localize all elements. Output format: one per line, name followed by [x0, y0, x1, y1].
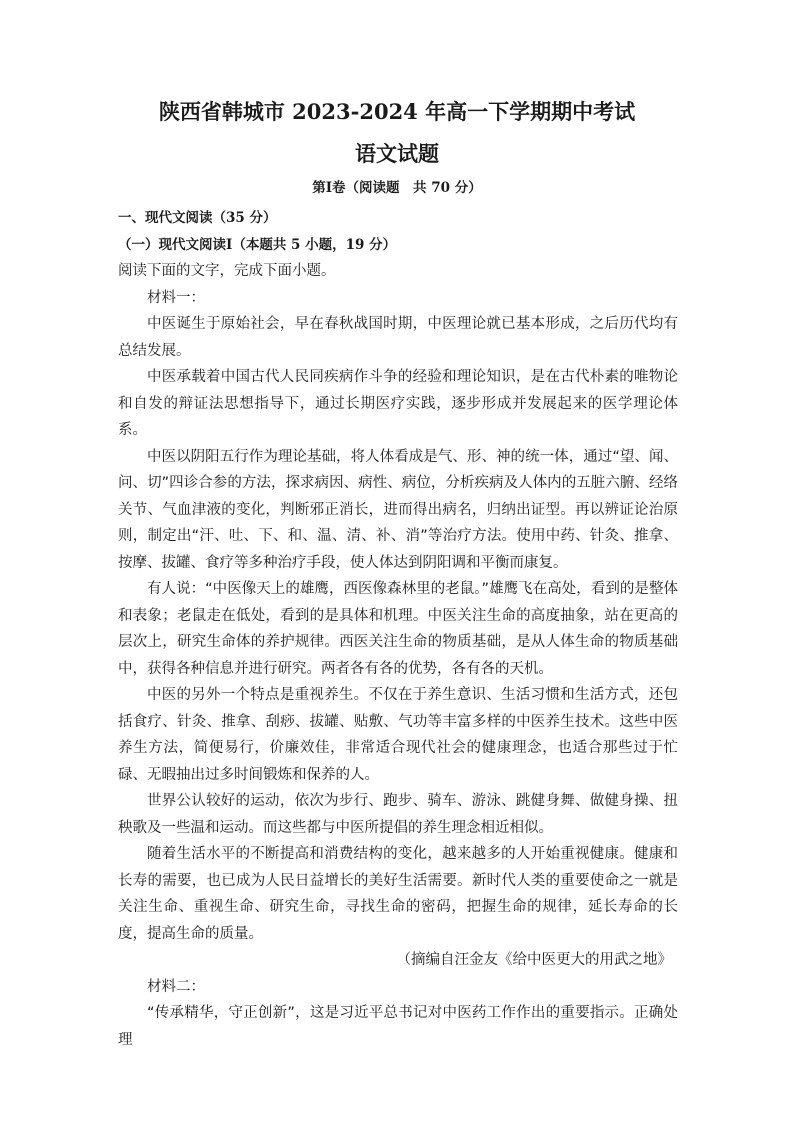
paragraph: 世界公认较好的运动，依次为步行、跑步、骑车、游泳、跳健身舞、做健身操、扭秧歌及一些温和运动。而这些都与中医所提倡的养生理念相近相似。 [118, 793, 678, 836]
paragraph: 随着生活水平的不断提高和消费结构的变化，越来越多的人开始重视健康。健康和长寿的需要，也已成为人民日益增长的美好生活需要。新时代人类的重要使命之一就是关注生命、重视生命、研究生命，寻找生命的密码，把握生命的规律，延长寿命的长度，提高生命的质量。 [118, 846, 678, 942]
paragraph: 中医承载着中国古代人民同疾病作斗争的经验和理论知识，是在古代朴素的唯物论和自发的辩证法思想指导下，通过长期医疗实践，逐步形成并发展起来的医学理论体系。 [118, 369, 678, 438]
paragraph: 中医诞生于原始社会，早在春秋战国时期，中医理论就已基本形成，之后历代均有总结发展。 [118, 316, 678, 359]
body-text [118, 205, 678, 1053]
paragraph: “传承精华，守正创新”，这是习近平总书记对中医药工作作出的重要指示。正确处理 [118, 1005, 678, 1048]
material1-label: 材料一： [147, 289, 205, 306]
instruction: 阅读下面的文字，完成下面小题。 [118, 263, 336, 279]
exam-title: 陕西省韩城市 2023-2024 年高一下学期期中考试 [158, 99, 636, 124]
paragraph: 中医以阴阳五行作为理论基础，将人体看成是气、形、神的统一体，通过“望、闻、问、切”四诊合参的方法，探求病因、病性、病位，分析疾病及人体内的五脏六腑、经络关节、气血津液的变化，判断邪正消长，进而得出病名，归纳出证型。再以辨证论治原则，制定出“汗、吐、下、和、温、清、补、消”等治疗方法。使用中药、针灸、推拿、按摩、拔罐、食疗等多种治疗手段，使人体达到阴阳调和平衡而康复。 [118, 448, 678, 571]
paragraph: 有人说：“中医像天上的雄鹰，西医像森林里的老鼠。”雄鹰飞在高处，看到的是整体和表象；老鼠走在低处，看到的是具体和机理。中医关注生命的高度抽象，站在更高的层次上，研究生命体的养护规律。西医关注生命的物质基础，是从人体生命的物质基础中，获得各种信息并进行研究。两者各有各的优势，各有各的天机。 [118, 581, 678, 677]
exam-subtitle: 语文试题 [355, 141, 439, 166]
section-heading: 一、现代文阅读（35 分） [118, 210, 277, 226]
section-subheading: （一）现代文阅读Ⅰ（本题共 5 小题，19 分） [118, 236, 397, 253]
paragraph: 中医的另外一个特点是重视养生。不仅在于养生意识、生活习惯和生活方式，还包括食疗、针灸、推拿、刮痧、拔罐、贴敷、气功等丰富多样的中医养生技术。这些中医养生方法，简便易行，价廉效佳，非常适合现代社会的健康理念，也适合那些过于忙碌、无暇抽出过多时间锻炼和保养的人。 [118, 687, 678, 783]
material2-label: 材料二： [147, 978, 205, 995]
source-citation: （摘编自汪金友《给中医更大的用武之地》 [396, 952, 672, 968]
part-heading: 第Ⅰ卷（阅读题 共 70 分） [312, 180, 482, 196]
